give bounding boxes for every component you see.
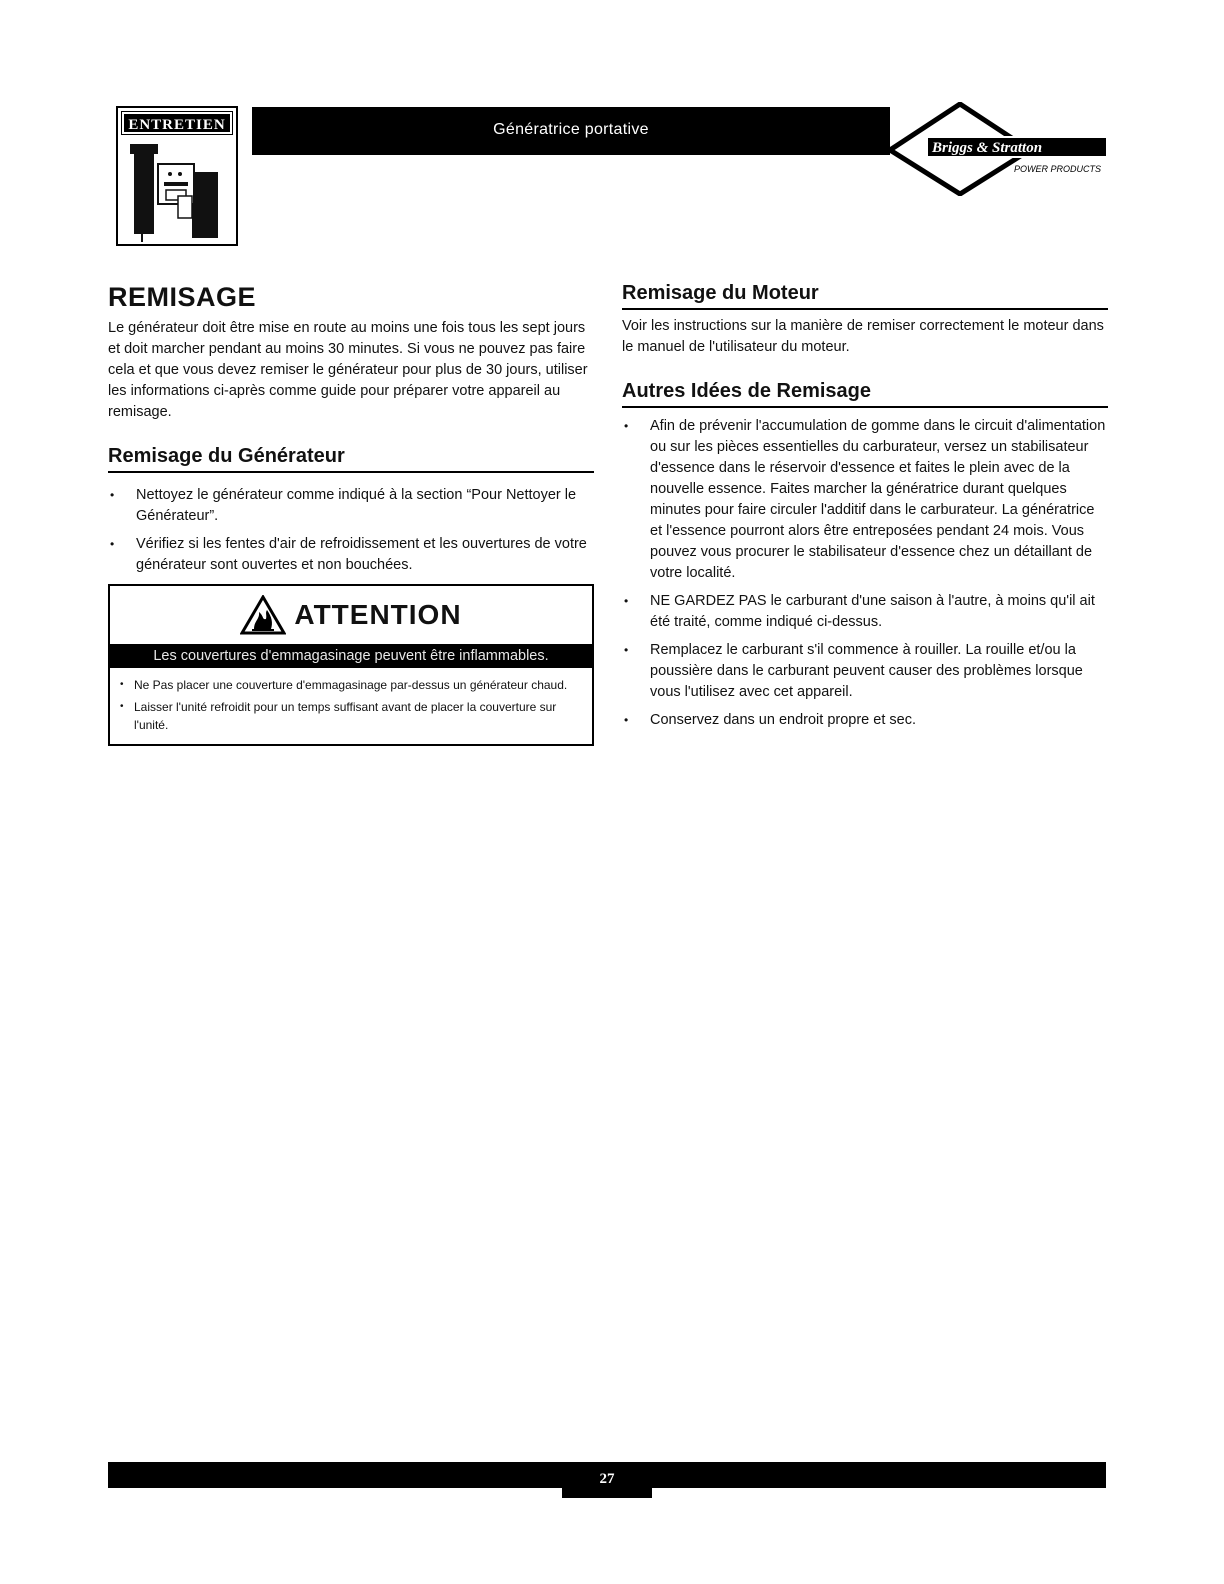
list-item: • Remplacez le carburant s'il commence à rouiller. La rouille et/ou la poussière dans le carburant peuvent causer des problèmes lorsque vous l'utilisez avec cet appareil. (622, 640, 1108, 703)
other-ideas-list (622, 416, 1108, 731)
list-item: • Ne Pas placer une couverture d'emmagasinage par-dessus un générateur chaud. (118, 676, 584, 694)
generator-storage-heading: Remisage du Générateur (108, 443, 594, 473)
attention-title: ATTENTION (294, 599, 462, 630)
engine-storage-heading: Remisage du Moteur (622, 280, 1108, 310)
right-column (622, 280, 1108, 738)
briggs-stratton-logo (888, 102, 1110, 196)
attention-header (110, 586, 592, 644)
list-item: • Vérifiez si les fentes d'air de refroidissement et les ouvertures de votre générateur sont ouvertes et non bouchées. (108, 534, 594, 576)
product-title: Génératrice portative (493, 121, 649, 138)
engine-storage-text: Voir les instructions sur la manière de remiser correctement le moteur dans le manuel de l'utilisateur du moteur. (622, 318, 1104, 355)
attention-box (108, 584, 594, 746)
list-item: • NE GARDEZ PAS le carburant d'une saison à l'autre, à moins qu'il ait été traité, comme indiqué ci-dessus. (622, 591, 1108, 633)
attention-list (110, 668, 592, 744)
section-tab-label: ENTRETIEN (122, 112, 232, 134)
page-number: 27 (562, 1462, 652, 1498)
list-item: • Nettoyez le générateur comme indiqué à la section “Pour Nettoyer le Générateur”. (108, 485, 594, 527)
maintenance-tools-icon (122, 138, 232, 242)
left-column (108, 280, 594, 746)
product-title-bar (252, 107, 890, 155)
section-badge (116, 106, 238, 246)
page-title: REMISAGE (108, 282, 257, 312)
list-item: • Laisser l'unité refroidit pour un temps suffisant avant de placer la couverture sur l'unité. (118, 698, 584, 734)
attention-hazard-bar: Les couvertures d'emmagasinage peuvent être inflammables. (110, 644, 592, 668)
list-item: • Afin de prévenir l'accumulation de gomme dans le circuit d'alimentation ou sur les pièces essentielles du carburateur, versez un stabilisateur d'essence dans le réservoir d'essence et faites le plein avec de la nouvelle essence. Faites marcher la génératrice durant quelques minutes pour faire circuler l'additif dans le carburateur. La génératrice et l'essence pourront alors être entreposées pendant 24 mois. Vous pouvez vous procurer le stabilisateur d'essence chez un détaillant de votre localité. (622, 416, 1108, 584)
generator-storage-list (108, 485, 594, 576)
fire-warning-icon (240, 595, 286, 635)
intro-paragraph: Le générateur doit être mise en route au moins une fois tous les sept jours et doit marcher pendant au moins 30 minutes. Si vous ne pouvez pas faire cela et que vous devez remiser le générateur pour plus de 30 jours, utiliser les informations ci-après comme guide pour préparer votre appareil au remisage. (108, 320, 588, 420)
logo-brand-text: Briggs & Stratton (932, 140, 1043, 156)
logo-tagline-text: POWER PRODUCTS (1014, 164, 1102, 174)
list-item: • Conservez dans un endroit propre et sec. (622, 710, 1108, 731)
other-ideas-heading: Autres Idées de Remisage (622, 378, 1108, 408)
